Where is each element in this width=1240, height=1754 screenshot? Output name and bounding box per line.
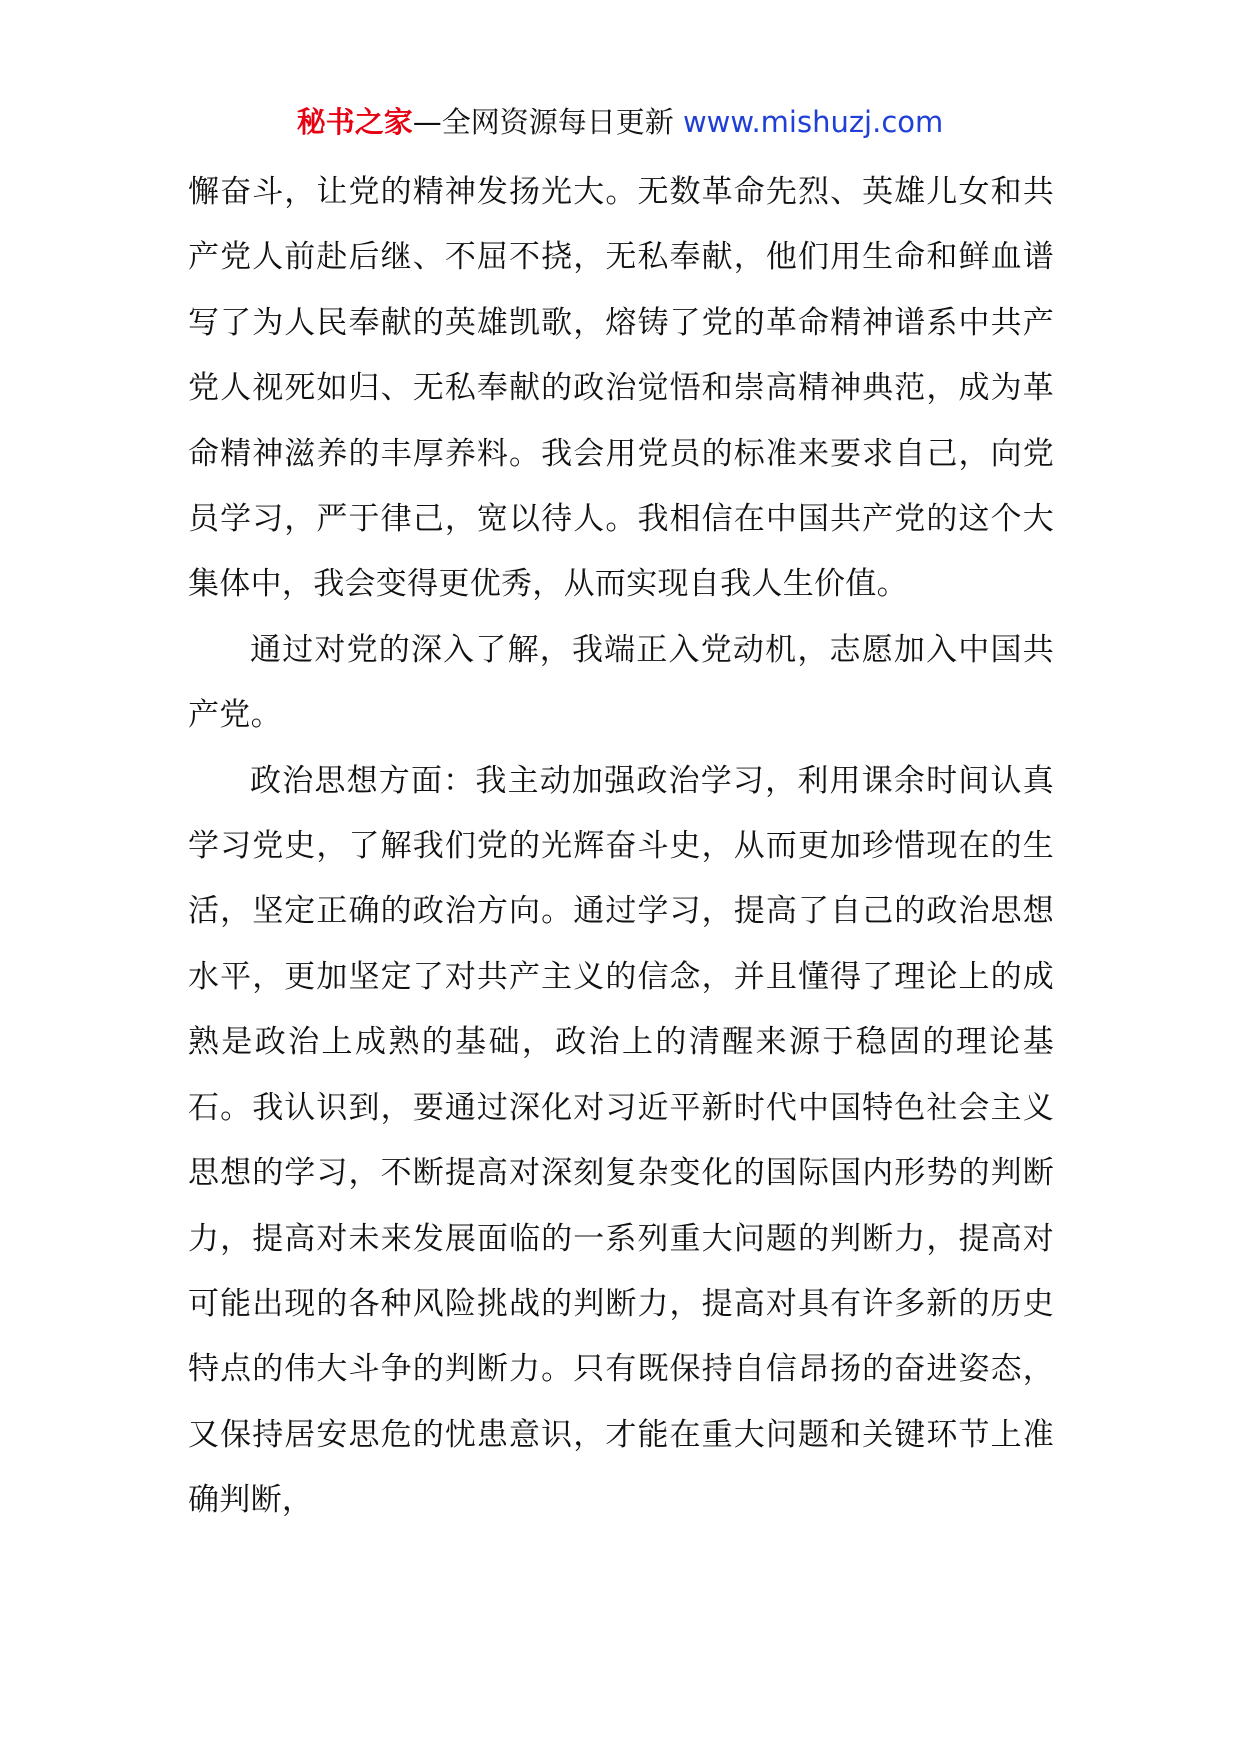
brand-name: 秘书之家 — [296, 105, 413, 139]
page-header — [0, 102, 1240, 142]
paragraph-3: 政治思想方面：我主动加强政治学习，利用课余时间认真学习党史，了解我们党的光辉奋斗史，从而更加珍惜现在的生活，坚定正确的政治方向。通过学习，提高了自己的政治思想水平，更加坚定了对共产主义的信念，并且懂得了理论上的成熟是政治上成熟的基础，政治上的清醒来源于稳固的理论基石。我认识到，要通过深化对习近平新时代中国特色社会主义思想的学习，不断提高对深刻复杂变化的国际国内形势的判断力，提高对未来发展面临的一系列重大问题的判断力，提高对可能出现的各种风险挑战的判断力，提高对具有许多新的历史特点的伟大斗争的判断力。只有既保持自信昂扬的奋进姿态，又保持居安思危的忧患意识，才能在重大问题和关键环节上准确判断， — [188, 762, 1054, 1519]
paragraph-1: 懈奋斗，让党的精神发扬光大。无数革命先烈、英雄儿女和共产党人前赴后继、不屈不挠，无私奉献，他们用生命和鲜血谱写了为人民奉献的英雄凯歌，熔铸了党的革命精神谱系中共产党人视死如归、无私奉献的政治觉悟和崇高精神典范，成为革命精神滋养的丰厚养料。我会用党员的标准来要求自己，向党员学习，严于律己，宽以待人。我相信在中国共产党的这个大集体中，我会变得更优秀，从而实现自我人生价值。 — [188, 174, 1054, 603]
paragraph-2: 通过对党的深入了解，我端正入党动机，志愿加入中国共产党。 — [188, 631, 1054, 734]
header-slogan: —全网资源每日更新 — [412, 105, 683, 139]
website-link[interactable]: www.mishuzj.com — [682, 105, 944, 139]
document-body — [188, 160, 1054, 1534]
